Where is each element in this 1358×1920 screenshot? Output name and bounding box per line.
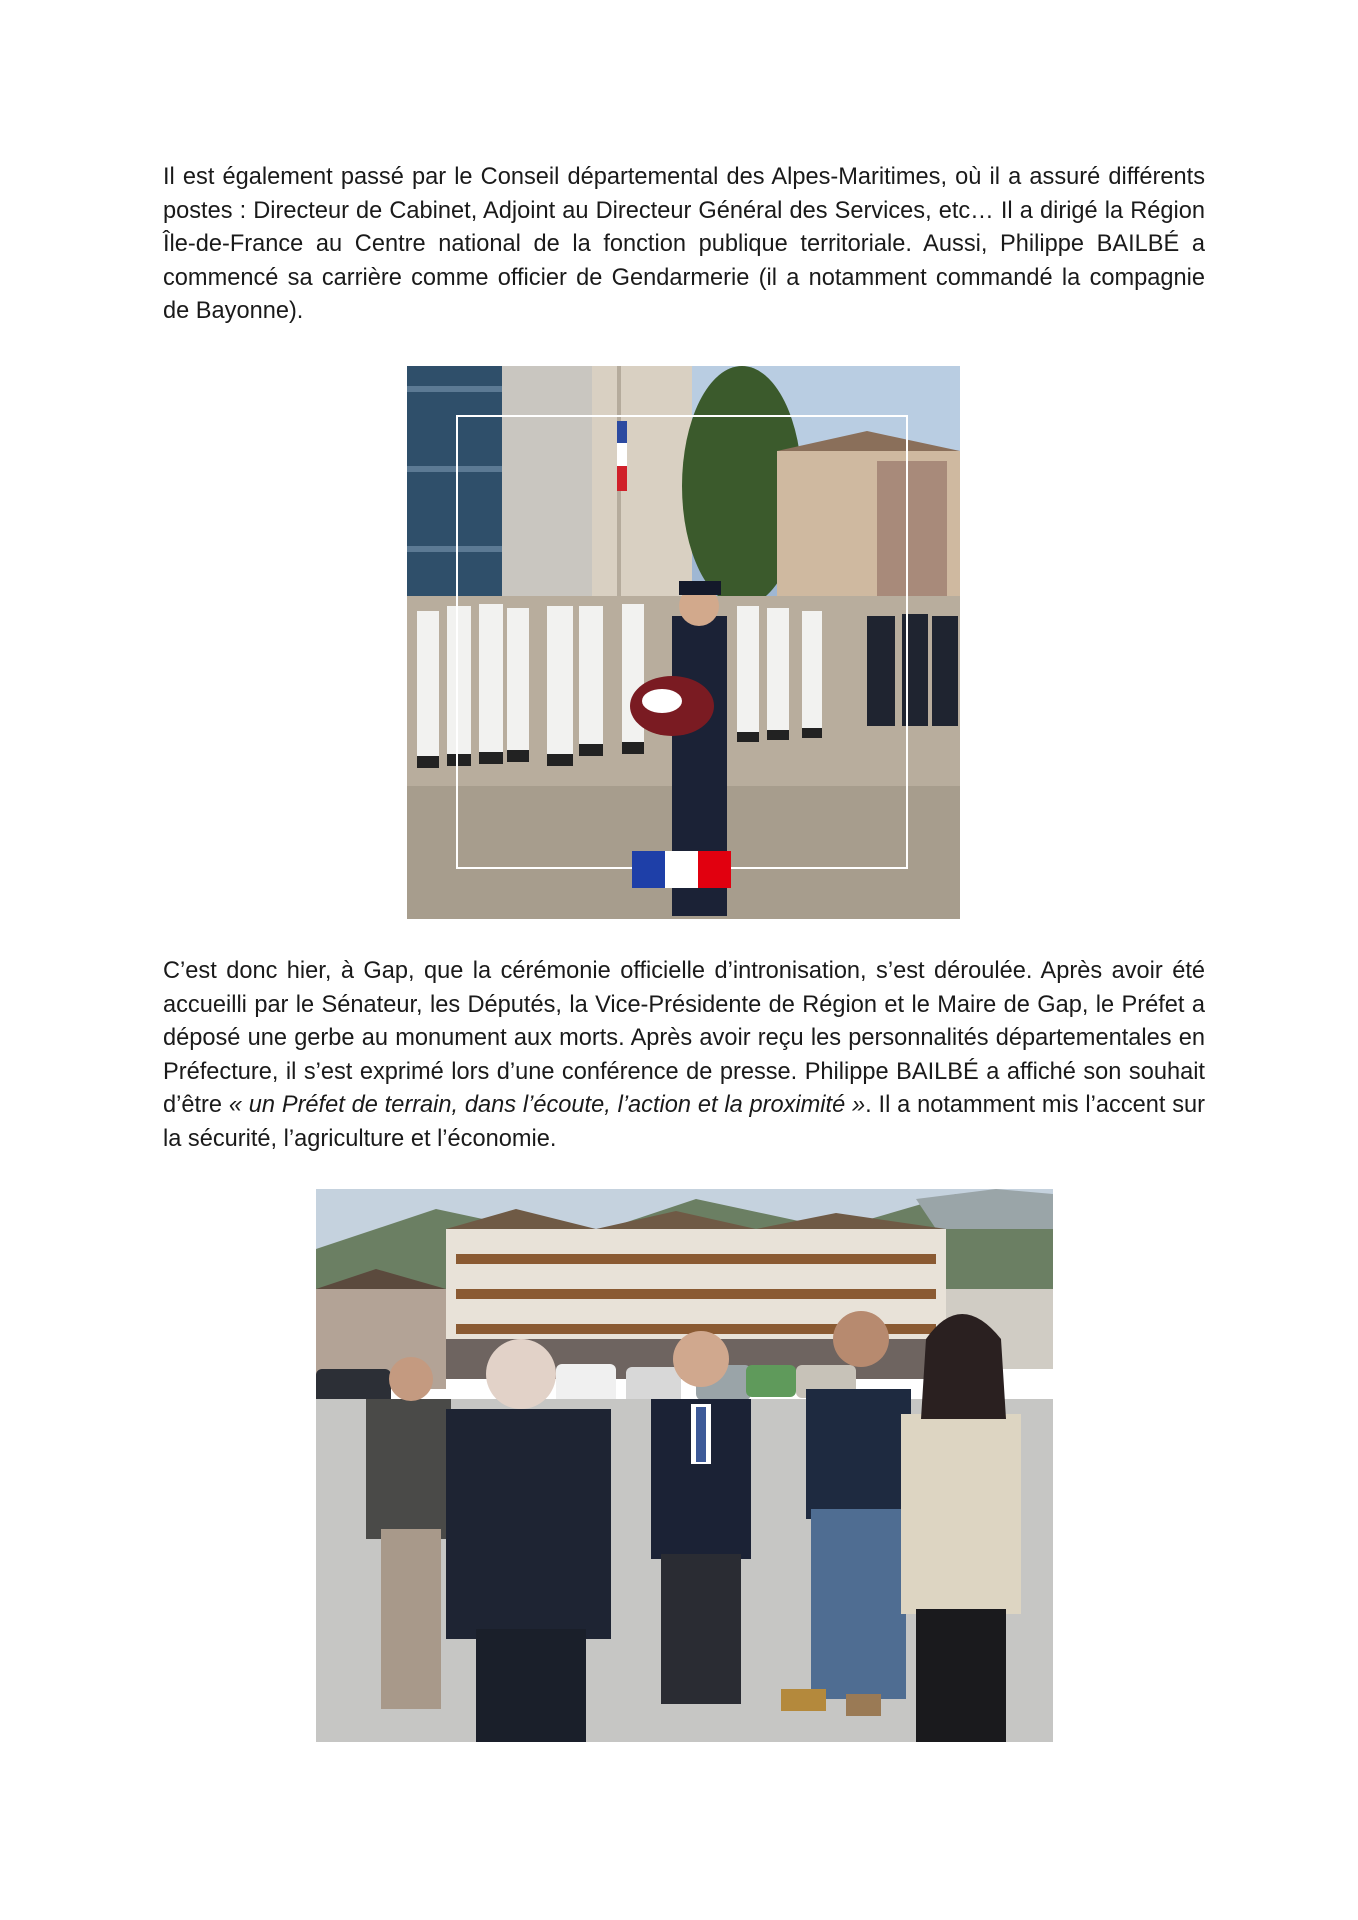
meeting-photo-illustration [316, 1189, 1053, 1742]
ceremony-photo [407, 366, 960, 919]
paragraph-ceremony-text: C’est donc hier, à Gap, que la cérémonie officielle d’intronisation, s’est déroulée. Après avoir été accueilli par le Sénateur, les Députés, la Vice-Présidente de Région et le Maire de Gap, le Préfet a déposé une gerbe au monument aux morts. Après avoir reçu les personnalités départementales en Préfecture, il s’est exprimé lors d’une conférence de presse. Philippe BAILBÉ a affiché son souhait d’être [163, 958, 1205, 1119]
paragraph-career: Il est également passé par le Conseil départemental des Alpes-Maritimes, où il a assuré différents postes : Directeur de Cabinet, Adjoint au Directeur Général des Services, etc… Il a dirigé la Région Île-de-France au Centre national de la fonction publique territoriale. Aussi, Philippe BAILBÉ a commencé sa carrière comme officier de Gendarmerie (il a notamment commandé la compagnie de Bayonne). [163, 164, 1205, 325]
meeting-photo [316, 1189, 1053, 1742]
ceremony-photo-illustration [407, 366, 960, 919]
paragraph-ceremony-ending: . Il a notamment mis l’accent sur la sécurité, l’agriculture et l’économie. [163, 1092, 1206, 1152]
prefect-quote: « un Préfet de terrain, dans l’écoute, l’action et la proximité » [228, 1092, 866, 1119]
paragraph-ceremony [163, 955, 1205, 1157]
